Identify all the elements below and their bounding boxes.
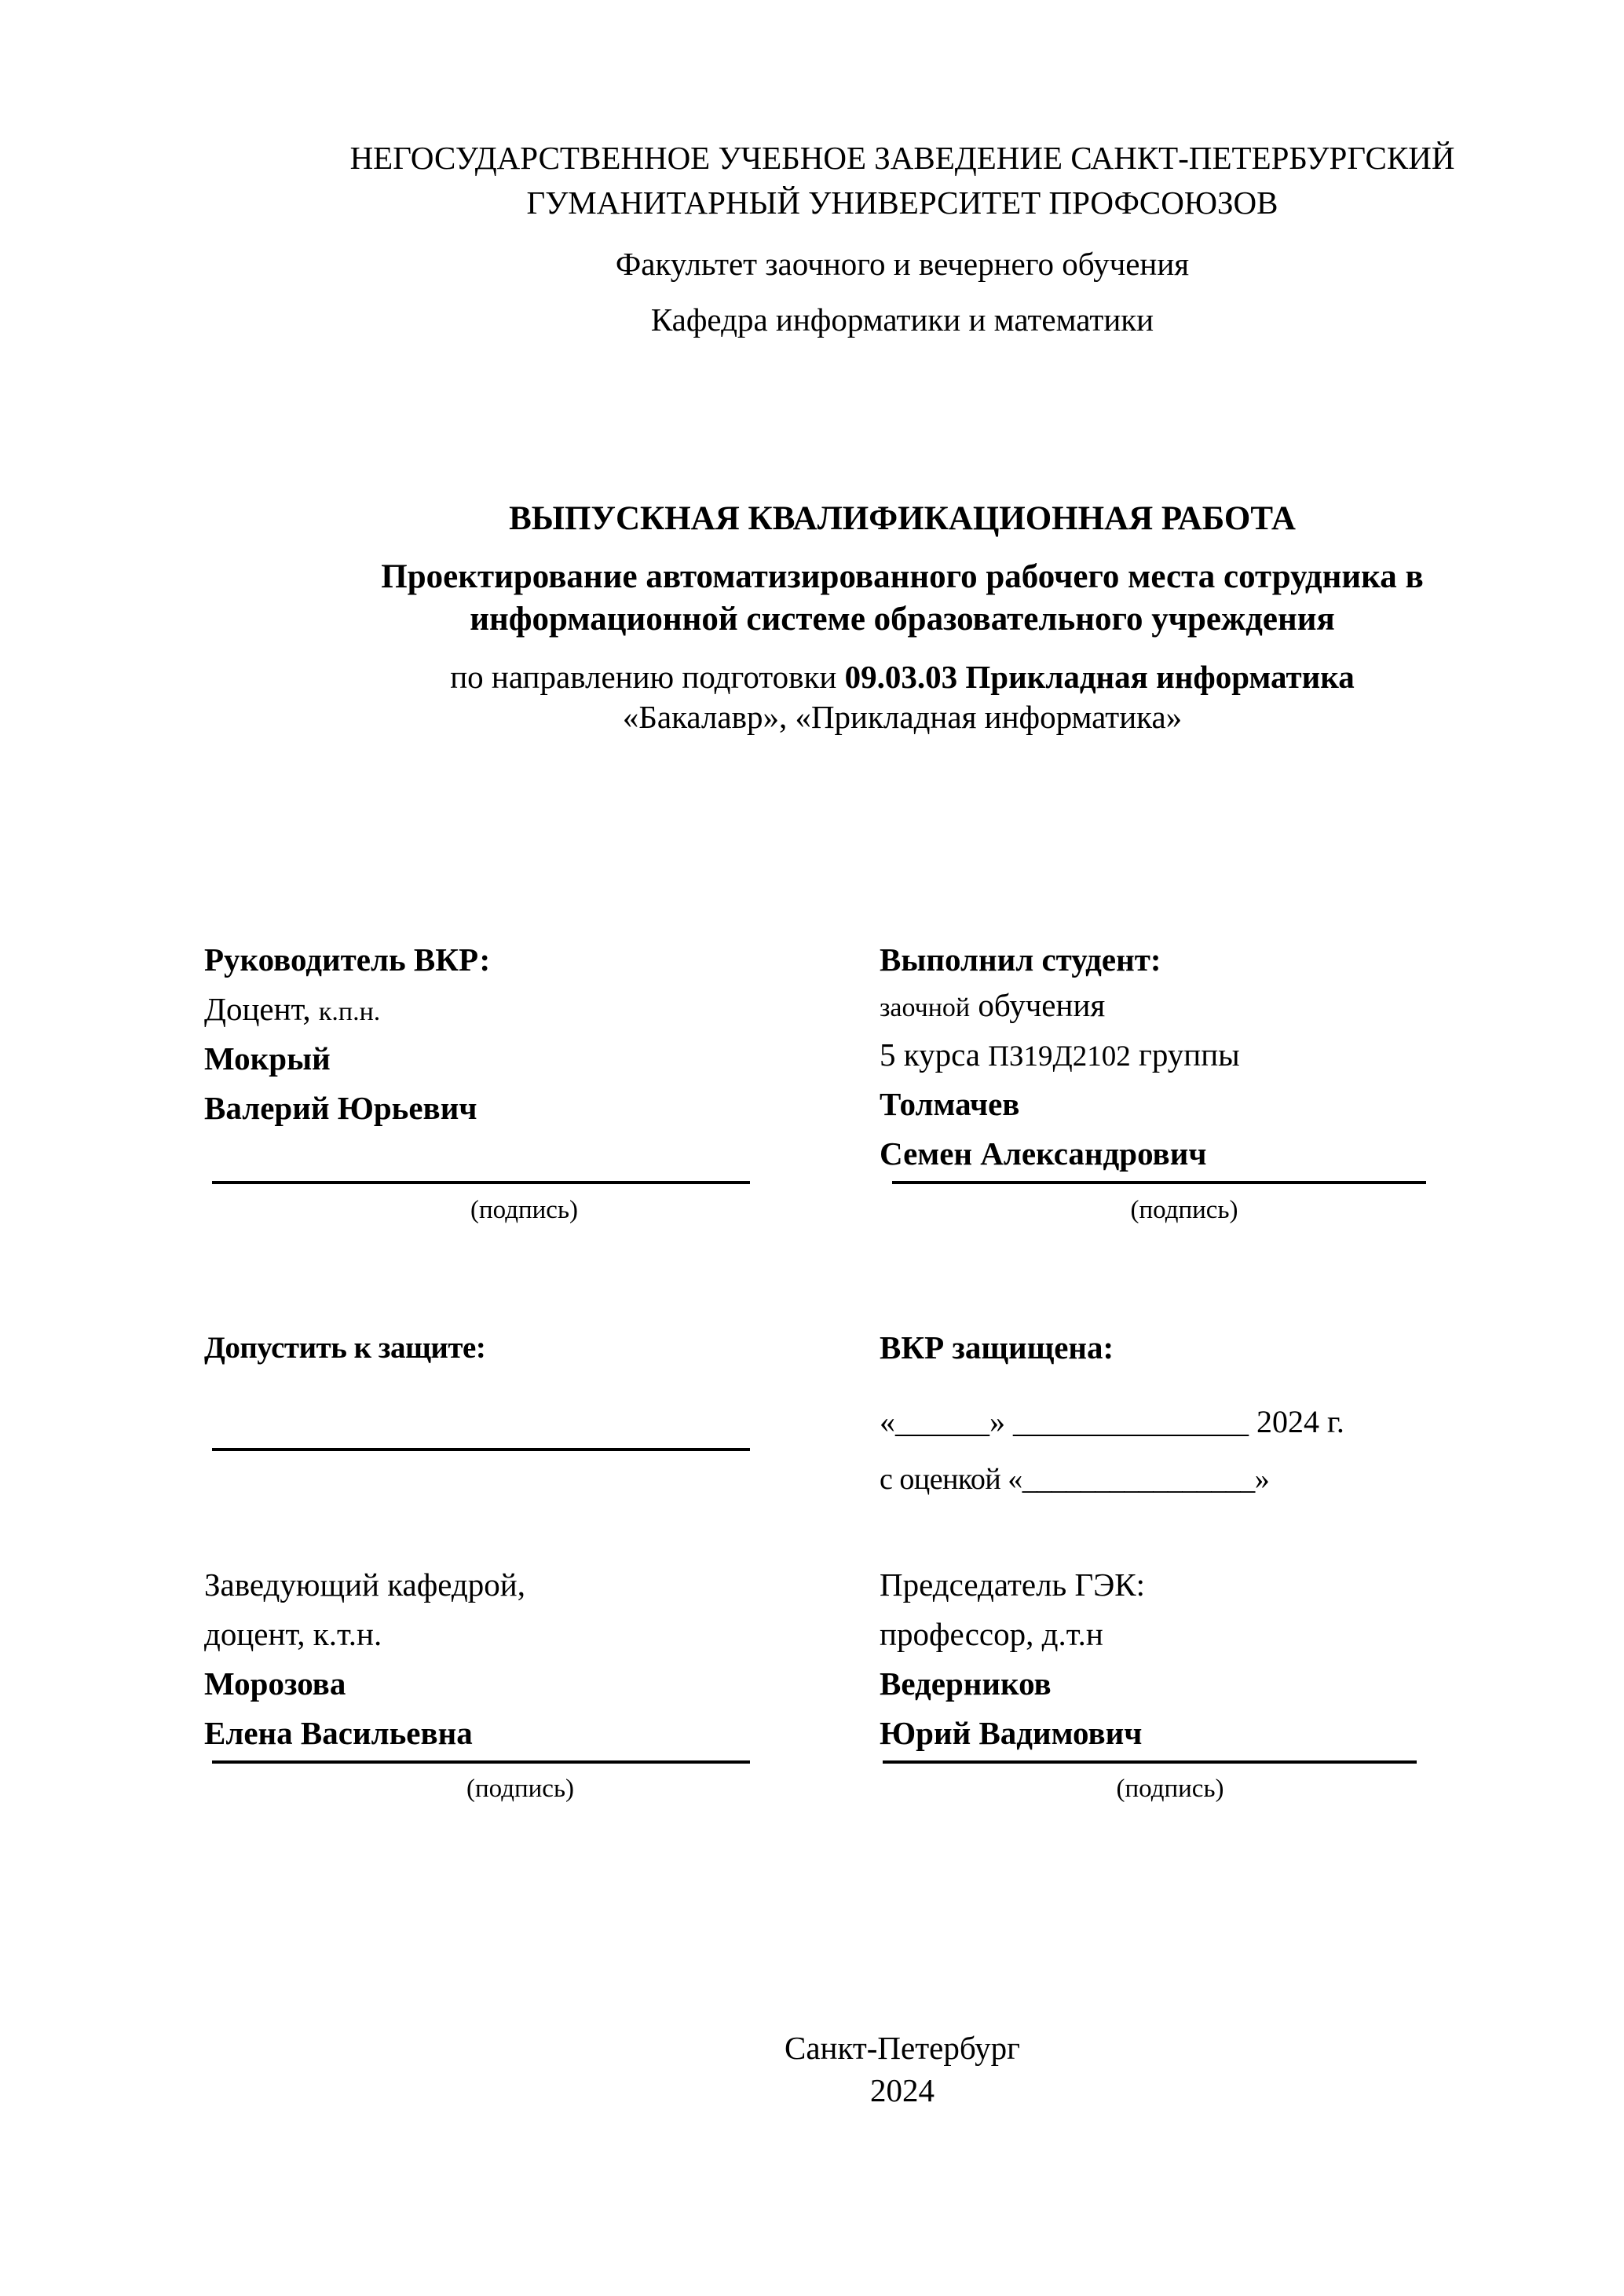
- student-signature-line: [892, 1181, 1426, 1184]
- student-course-prefix: 5 курса: [880, 1036, 989, 1073]
- supervisor-position-text: Доцент,: [204, 991, 319, 1027]
- gek-chair-surname: Ведерников: [880, 1665, 1052, 1702]
- gek-chair-signature-caption: (подпись): [1116, 1775, 1224, 1803]
- institution-name-line2: ГУМАНИТАРНЫЙ УНИВЕРСИТЕТ ПРОФСОЮЗОВ: [526, 185, 1278, 221]
- department-head-name-patronymic: Елена Васильевна: [204, 1715, 473, 1751]
- footer-city: Санкт-Петербург: [785, 2030, 1020, 2066]
- student-group-code: ПЗ19Д2102: [988, 1040, 1131, 1073]
- defense-date-line: «______» _______________ 2024 г.: [880, 1404, 1344, 1439]
- department-name: Кафедра информатики и математики: [650, 302, 1154, 338]
- degree-direction-prefix: по направлению подготовки: [450, 659, 845, 695]
- student-surname: Толмачев: [880, 1086, 1020, 1122]
- faculty-name: Факультет заочного и вечернего обучения: [615, 246, 1190, 282]
- thesis-title-line2: информационной системе образовательного учреждения: [470, 601, 1335, 638]
- work-type-title: ВЫПУСКНАЯ КВАЛИФИКАЦИОННАЯ РАБОТА: [509, 500, 1296, 537]
- defense-grade-line: с оценкой «________________»: [880, 1463, 1270, 1496]
- department-head-signature-caption: (подпись): [466, 1775, 574, 1803]
- student-study-form-small: заочной: [880, 993, 971, 1022]
- footer-year: 2024: [870, 2072, 935, 2108]
- gek-chair-signature-line: [883, 1760, 1417, 1764]
- gek-chair-name-patronymic: Юрий Вадимович: [880, 1715, 1143, 1751]
- supervisor-label: Руководитель ВКР:: [204, 941, 491, 978]
- supervisor-name-patronymic: Валерий Юрьевич: [204, 1090, 477, 1126]
- admission-label: Допустить к защите:: [204, 1331, 486, 1365]
- thesis-title-line1: Проектирование автоматизированного рабочего места сотрудника в: [381, 558, 1424, 595]
- student-course-group: [880, 1034, 1240, 1077]
- qualification-line: «Бакалавр», «Прикладная информатика»: [622, 699, 1183, 735]
- student-study-form-rest: обучения: [970, 987, 1106, 1023]
- department-head-surname: Морозова: [204, 1665, 346, 1702]
- degree-direction: [204, 656, 1600, 697]
- admission-signature-line: [212, 1448, 750, 1451]
- supervisor-surname: Мокрый: [204, 1040, 331, 1077]
- department-head-signature-line: [212, 1760, 750, 1764]
- defense-label: ВКР защищена:: [880, 1329, 1114, 1366]
- degree-direction-code: 09.03.03 Прикладная информатика: [844, 659, 1355, 695]
- student-study-form: [880, 985, 1105, 1029]
- gek-chair-role-line1: Председатель ГЭК:: [880, 1567, 1146, 1603]
- supervisor-degree: к.п.н.: [318, 997, 381, 1026]
- supervisor-signature-line: [212, 1181, 750, 1184]
- student-course-suffix: группы: [1130, 1036, 1240, 1073]
- student-label: Выполнил студент:: [880, 941, 1161, 978]
- gek-chair-role-line2: профессор, д.т.н: [880, 1616, 1103, 1652]
- department-head-role-line1: Заведующий кафедрой,: [204, 1567, 525, 1603]
- department-head-role-line2: доцент, к.т.н.: [204, 1616, 382, 1652]
- institution-name-line1: НЕГОСУДАРСТВЕННОЕ УЧЕБНОЕ ЗАВЕДЕНИЕ САНКТ-ПЕТЕРБУРГСКИЙ: [349, 140, 1455, 176]
- supervisor-position: [204, 989, 380, 1033]
- student-signature-caption: (подпись): [1130, 1196, 1238, 1224]
- supervisor-signature-caption: (подпись): [470, 1196, 578, 1224]
- student-name-patronymic: Семен Александрович: [880, 1135, 1207, 1172]
